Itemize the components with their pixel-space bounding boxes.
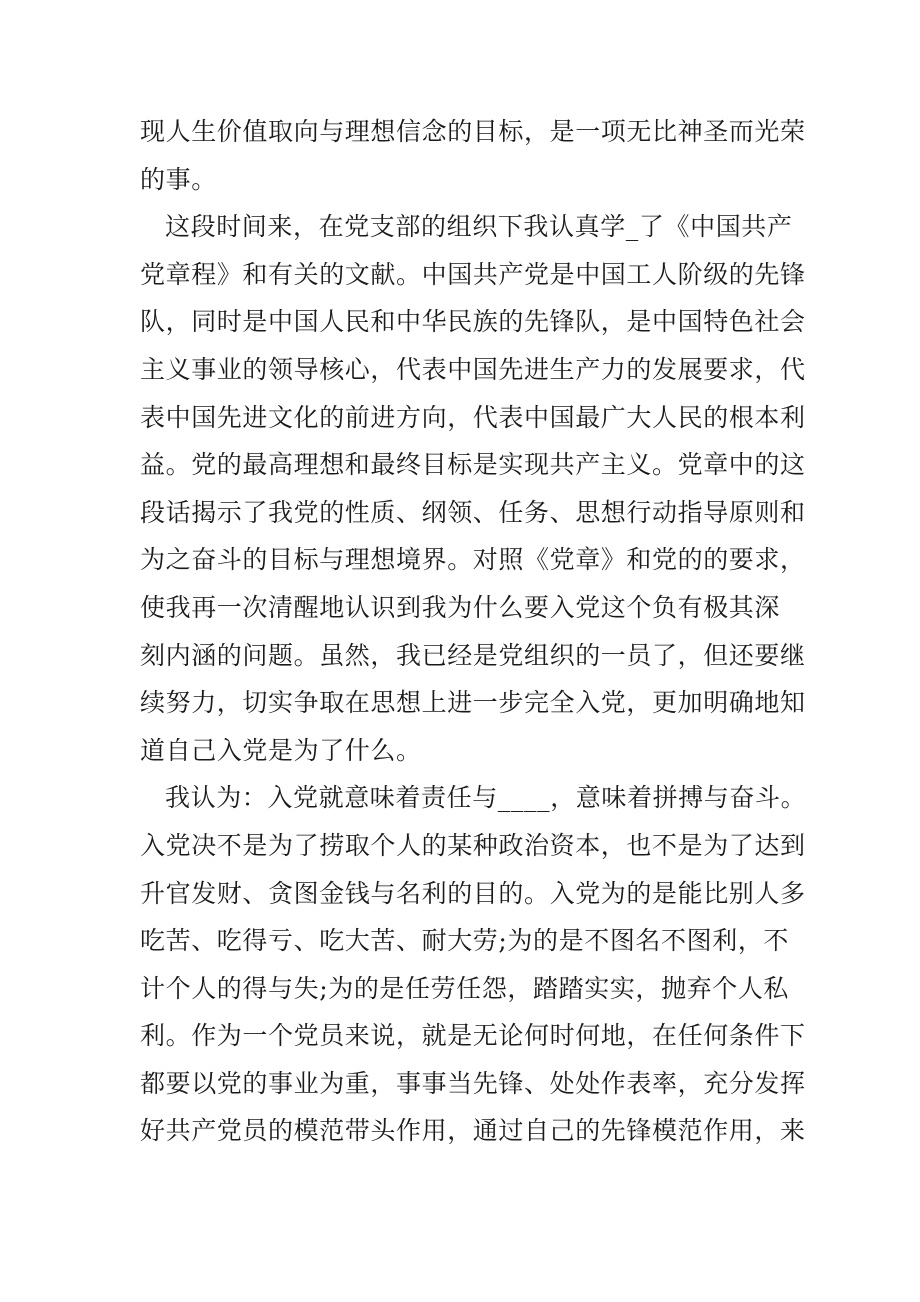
text-line: 计个人的得与失;为的是任劳任怨，踏踏实实，抛弃个人私	[140, 973, 790, 1003]
text-line: 使我再一次清醒地认识到我为什么要入党这个负有极其深	[140, 592, 781, 622]
text-line: 利。作为一个党员来说，就是无论何时何地，在任何条件下	[140, 1021, 806, 1051]
text-line: 入党决不是为了捞取个人的某种政治资本，也不是为了达到	[140, 830, 806, 860]
paragraph-first-line: 我认为：入党就意味着责任与____，意味着拼搏与奋斗。	[165, 783, 807, 813]
text-line: 好共产党员的模范带头作用，通过自己的先锋模范作用，来	[140, 1116, 806, 1146]
document-body	[140, 108, 807, 1155]
text-line: 表中国先进文化的前进方向，代表中国最广大人民的根本利	[140, 402, 806, 432]
text-line: 队，同时是中国人民和中华民族的先锋队，是中国特色社会	[140, 307, 806, 337]
text-line: 现人生价值取向与理想信念的目标，是一项无比神圣而光荣	[140, 117, 806, 146]
text-line: 吃苦、吃得亏、吃大苦、耐大劳;为的是不图名不图利，不	[140, 926, 790, 956]
text-line: 为之奋斗的目标与理想境界。对照《党章》和党的的要求，	[140, 545, 806, 575]
text-line: 党章程》和有关的文献。中国共产党是中国工人阶级的先锋	[140, 259, 806, 289]
text-line: 刻内涵的问题。虽然，我已经是党组织的一员了，但还要继	[140, 640, 806, 670]
paragraph-first-line: 这段时间来，在党支部的组织下我认真学_了《中国共产	[165, 212, 793, 242]
text-line: 主义事业的领导核心，代表中国先进生产力的发展要求，代	[140, 354, 806, 384]
text-line: 升官发财、贪图金钱与名利的目的。入党为的是能比别人多	[140, 878, 806, 908]
text-line: 续努力，切实争取在思想上进一步完全入党，更加明确地知	[140, 688, 806, 718]
text-line: 益。党的最高理想和最终目标是实现共产主义。党章中的这	[140, 450, 806, 480]
text-line: 道自己入党是为了什么。	[140, 735, 422, 765]
text-line: 段话揭示了我党的性质、纲领、任务、思想行动指导原则和	[140, 497, 806, 527]
text-line: 的事。	[140, 164, 217, 194]
text-line: 都要以党的事业为重，事事当先锋、处处作表率，充分发挥	[140, 1068, 806, 1098]
